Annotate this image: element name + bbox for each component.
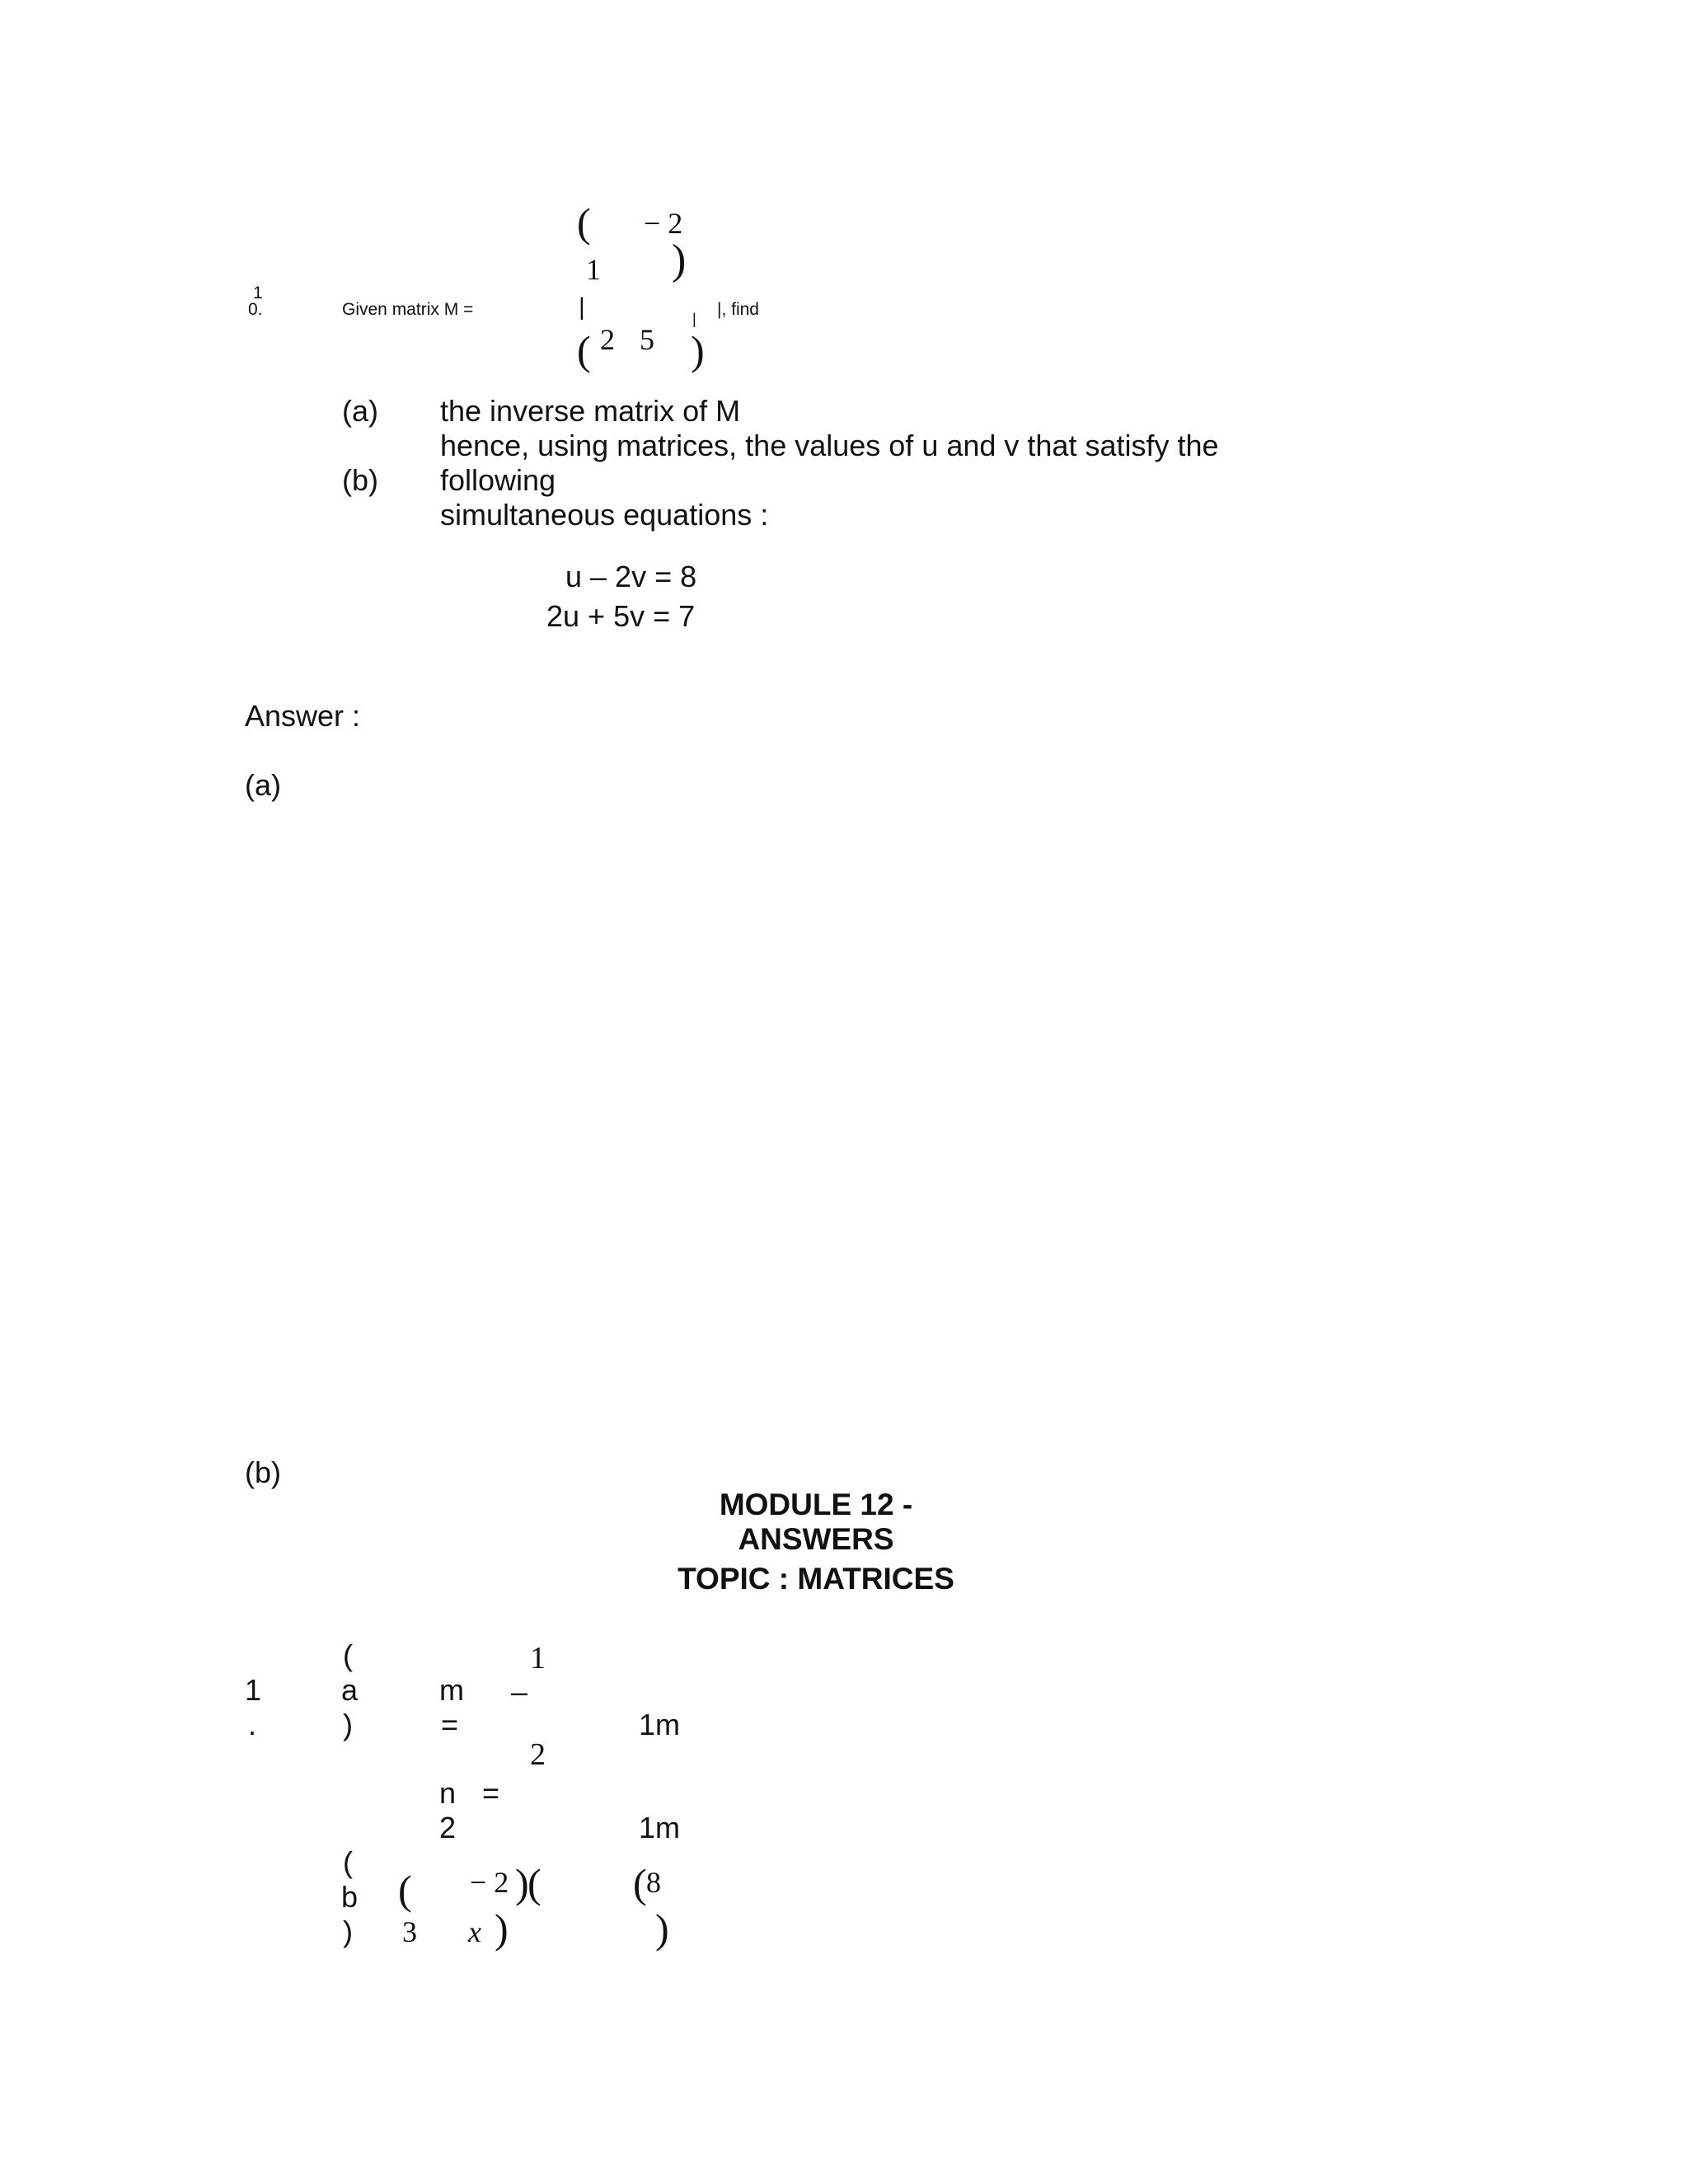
- matrix-entry-b: − 2: [644, 207, 683, 240]
- matrix-entry-c: 2: [600, 323, 615, 356]
- sol-n-equals: =: [482, 1776, 500, 1810]
- answer-heading: Answer :: [245, 699, 361, 733]
- matrix-left-paren-bottom: (: [577, 327, 591, 373]
- sol-n-label: n: [439, 1776, 457, 1810]
- matrix-left-bar: |: [579, 293, 585, 321]
- question-number-top: 1: [253, 284, 263, 302]
- sol-frac-numerator: 1: [530, 1641, 546, 1675]
- sol-mark-2: 1m: [639, 1811, 681, 1844]
- sol-n-value: 2: [439, 1811, 457, 1844]
- matrix-right-bar: |: [692, 311, 696, 327]
- sol-a-label-close: ): [343, 1708, 353, 1741]
- sol-b-three: 3: [402, 1915, 417, 1948]
- sol-b-x: x: [468, 1915, 481, 1948]
- part-b-line3: simultaneous equations :: [440, 498, 769, 532]
- matrix-right-paren-top: ): [672, 237, 687, 284]
- sol-b-paren-6: ): [655, 1905, 669, 1952]
- sol-frac-denominator: 2: [530, 1737, 546, 1772]
- sol-b-label-open: (: [343, 1845, 353, 1879]
- answer-part-b: (b): [245, 1455, 281, 1489]
- solution-number-top: 1: [245, 1673, 262, 1707]
- sol-b-paren-2: ): [515, 1860, 529, 1906]
- part-b-line2: following: [440, 463, 556, 497]
- sol-b-paren-5: ): [495, 1905, 509, 1952]
- equation-2: 2u + 5v = 7: [546, 599, 696, 633]
- matrix-entry-a: 1: [586, 253, 601, 286]
- sol-b-label-close: ): [343, 1915, 353, 1948]
- question-number-bottom: 0.: [248, 300, 263, 319]
- matrix-right-paren-bottom: ): [691, 327, 705, 373]
- sol-frac-bar: –: [511, 1675, 528, 1708]
- sol-mark-1: 1m: [639, 1708, 681, 1741]
- part-a-text: the inverse matrix of M: [440, 394, 741, 428]
- sol-b-paren-4: (: [633, 1860, 647, 1906]
- part-b-label: (b): [342, 463, 378, 497]
- module-title: [651, 1488, 981, 1557]
- module-title-line2: ANSWERS: [738, 1522, 894, 1556]
- sol-b-paren-3: (: [528, 1860, 542, 1906]
- solution-number-bottom: .: [248, 1708, 257, 1741]
- equation-1: u – 2v = 8: [565, 560, 697, 593]
- matrix-entry-d: 5: [640, 323, 654, 356]
- sol-b-neg2: − 2: [470, 1866, 509, 1899]
- sol-b-label-letter: b: [341, 1880, 359, 1914]
- module-title-line1: MODULE 12 -: [719, 1488, 913, 1521]
- part-b-line1: hence, using matrices, the values of u and v that satisfy the: [440, 429, 1219, 462]
- sol-b-eight: 8: [646, 1866, 661, 1899]
- answer-part-a: (a): [245, 768, 281, 802]
- sol-m-equals: =: [441, 1708, 459, 1741]
- sol-b-paren-1: (: [398, 1867, 412, 1913]
- question-suffix: |, find: [717, 300, 759, 319]
- sol-m-label: m: [439, 1673, 464, 1707]
- sol-a-label-open: (: [343, 1638, 353, 1672]
- part-a-label: (a): [342, 394, 378, 428]
- question-intro: Given matrix M =: [342, 300, 474, 319]
- sol-a-label-letter: a: [341, 1673, 359, 1707]
- topic-title: TOPIC : MATRICES: [678, 1562, 954, 1596]
- matrix-left-paren-top: (: [577, 199, 591, 246]
